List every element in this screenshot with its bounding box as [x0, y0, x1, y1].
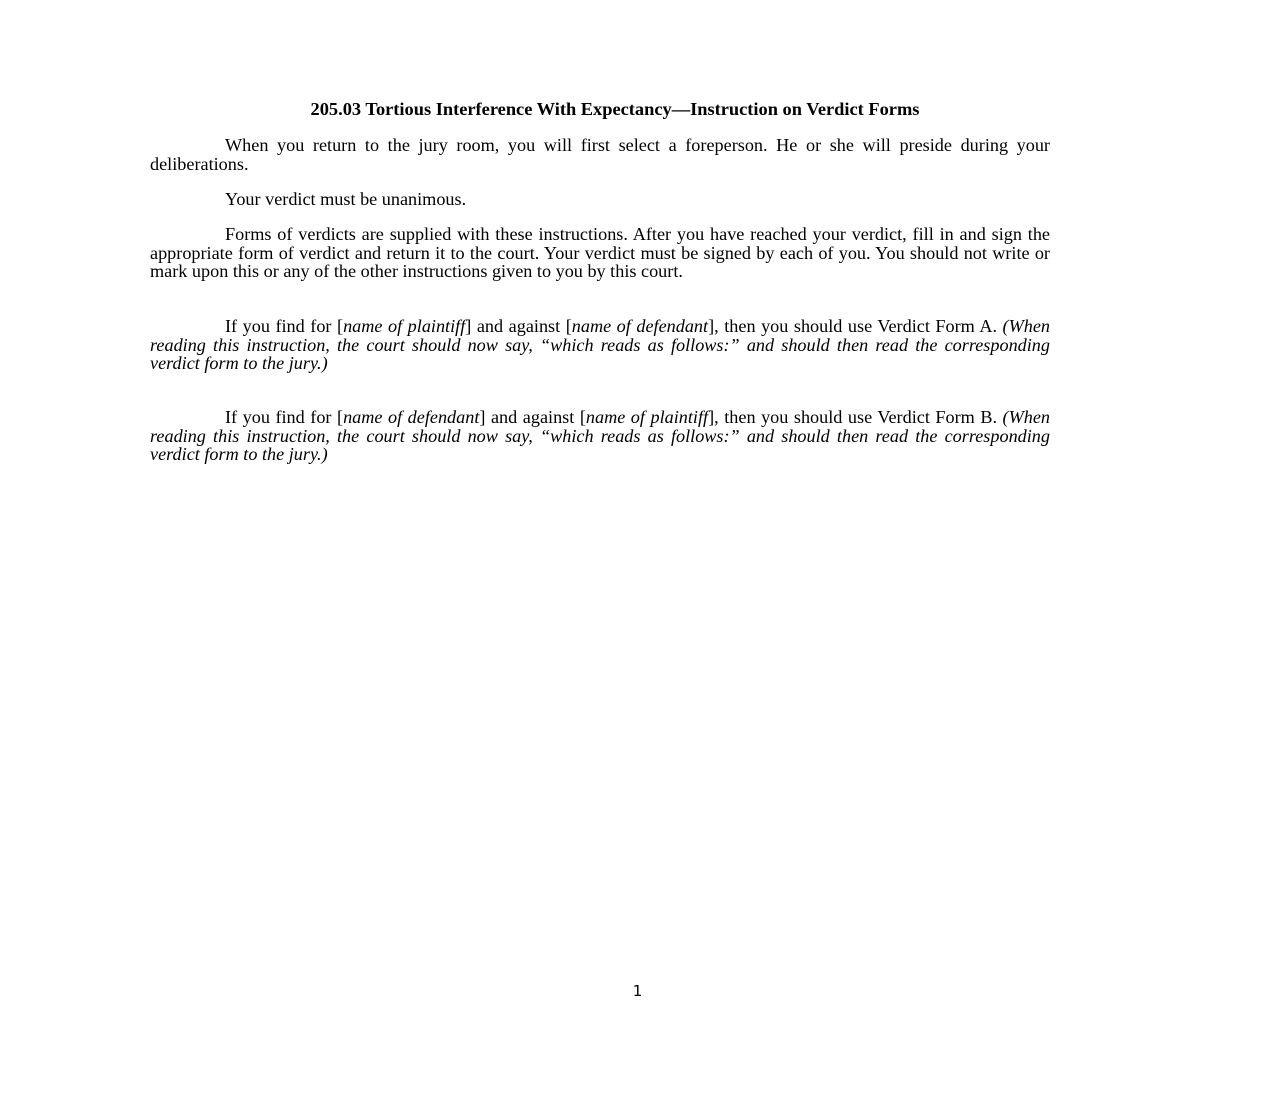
- paragraph-verdict-form-b: [150, 408, 1050, 464]
- court-note: (When reading this instruction, the court should now say, “which reads as follows:” and should then read the corresponding verdict form to the jury.): [150, 316, 1051, 374]
- page-title: 205.03 Tortious Interference With Expectancy—Instruction on Verdict Forms: [310, 99, 920, 119]
- page-number: 1: [632, 982, 643, 1000]
- text-segment: If you find for [: [225, 407, 344, 427]
- placeholder-plaintiff: name of plaintiff: [343, 316, 466, 336]
- paragraph-verdict-forms: Forms of verdicts are supplied with these instructions. After you have reached your verdict, fill in and sign the appropriate form of verdict and return it to the court. Your verdict must be signed by each of you. You should not write or mark upon this or any of the other instructions given to you by this court.: [150, 224, 1050, 282]
- paragraph-foreperson: When you return to the jury room, you will first select a foreperson. He or she will preside during your deliberations.: [150, 135, 1050, 174]
- text-segment: ], then you should use Verdict Form B.: [708, 407, 1003, 427]
- text-segment: ] and against [: [479, 407, 586, 427]
- placeholder-defendant: name of defendant: [571, 316, 709, 336]
- text-segment: ] and against [: [465, 316, 572, 336]
- paragraph-unanimous: Your verdict must be unanimous.: [225, 189, 467, 209]
- placeholder-plaintiff: name of plaintiff: [585, 407, 709, 427]
- placeholder-defendant: name of defendant: [343, 407, 480, 427]
- text-segment: If you find for [: [225, 316, 344, 336]
- court-note: (When reading this instruction, the court should now say, “which reads as follows:” and should then read the corresponding verdict form to the jury.): [150, 407, 1051, 465]
- text-segment: ], then you should use Verdict Form A.: [708, 316, 1003, 336]
- paragraph-verdict-form-a: [150, 317, 1050, 373]
